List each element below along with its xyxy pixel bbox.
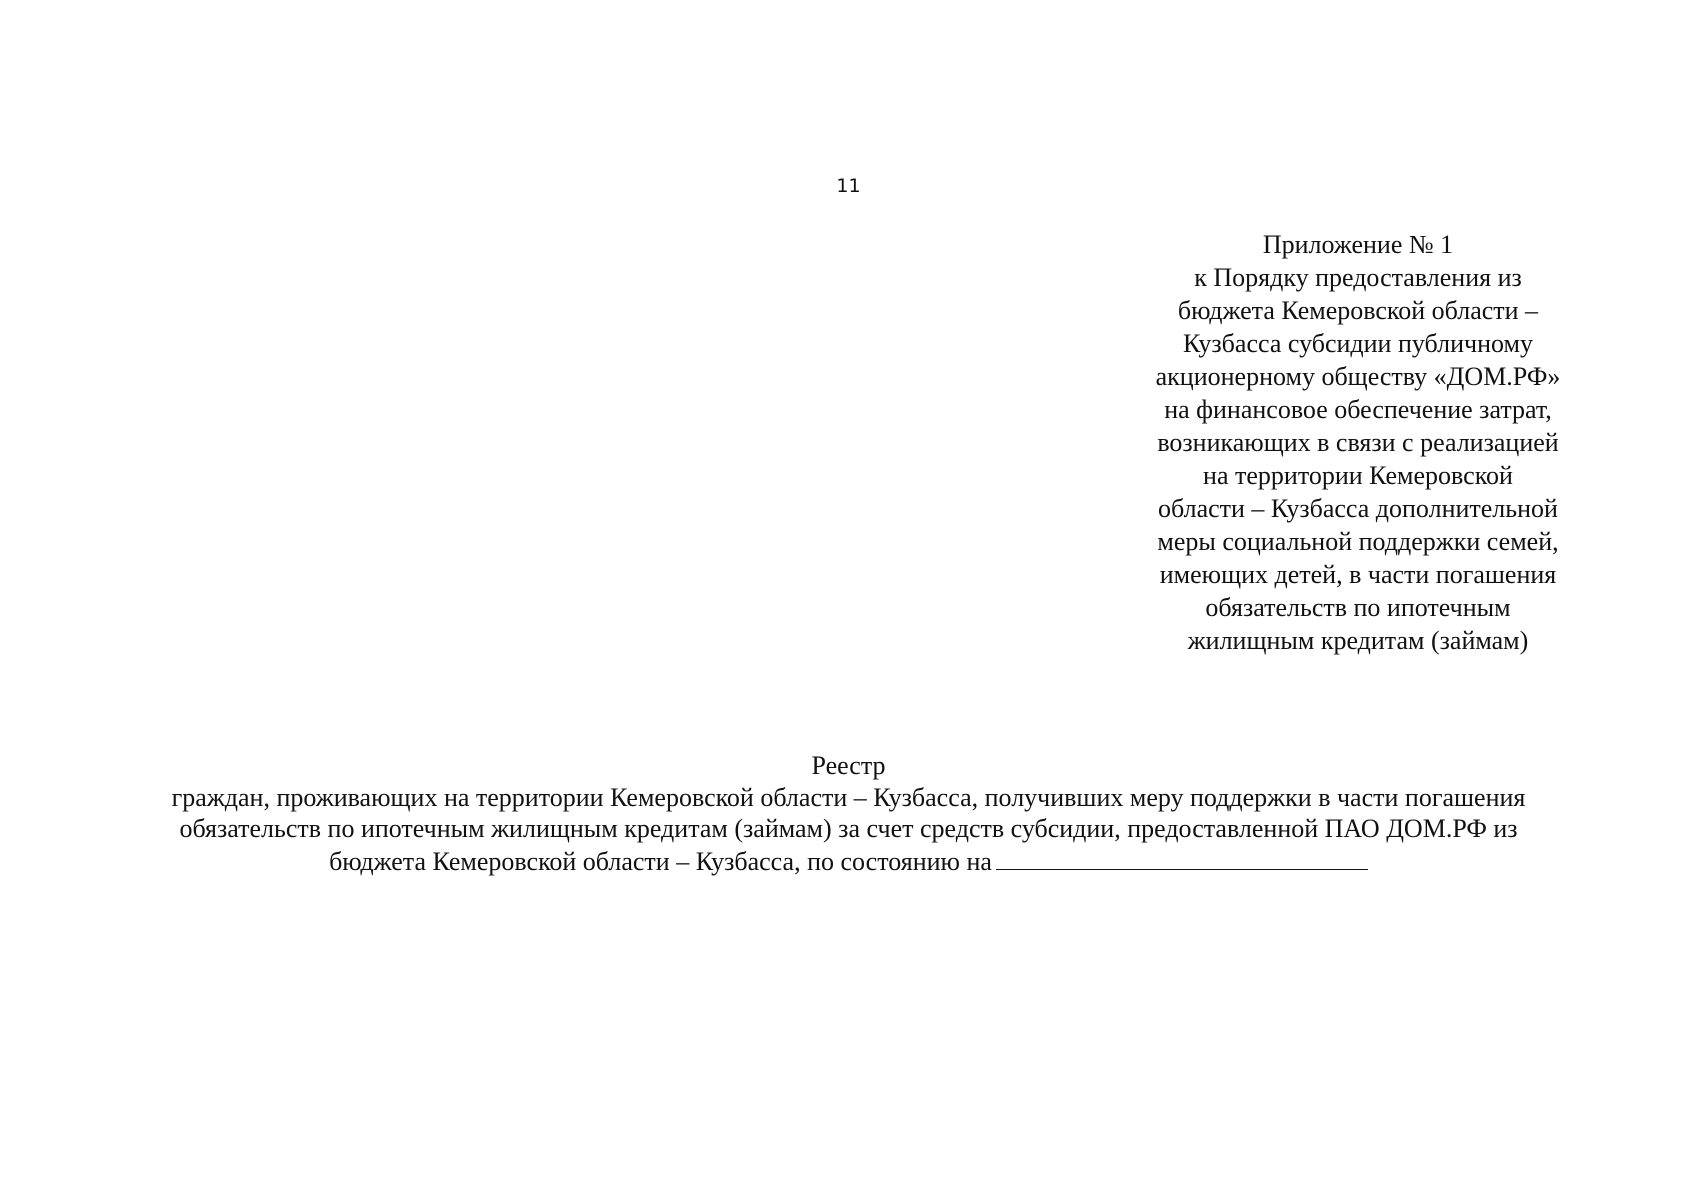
appendix-line: возникающих в связи с реализацией: [1157, 428, 1559, 457]
date-blank-field[interactable]: [996, 845, 1368, 870]
registry-heading: [0, 750, 1697, 877]
registry-title: Реестр: [811, 751, 886, 780]
page-number: 11: [836, 175, 861, 197]
appendix-line: Приложение № 1: [1262, 230, 1454, 259]
registry-line-with-date: [0, 845, 1697, 878]
appendix-line: меры социальной поддержки семей,: [1157, 527, 1559, 556]
appendix-line: жилищным кредитам (займам): [1187, 626, 1529, 655]
appendix-line: области – Кузбасса дополнительной: [1158, 494, 1558, 523]
appendix-line: имеющих детей, в части погашения: [1159, 560, 1557, 589]
registry-line: обязательств по ипотечным жилищным кредитам (займам) за счет средств субсидии, предоставленной ПАО ДОМ.РФ из: [179, 814, 1518, 843]
appendix-line: на финансовое обеспечение затрат,: [1164, 395, 1552, 424]
appendix-line: к Порядку предоставления из: [1194, 263, 1522, 292]
registry-line: граждан, проживающих на территории Кемеровской области – Кузбасса, получивших меру поддержки в части погашения: [171, 782, 1526, 812]
appendix-line: на территории Кемеровской: [1203, 461, 1513, 490]
appendix-line: обязательств по ипотечным: [1205, 593, 1511, 622]
appendix-line: Кузбасса субсидии публичному: [1183, 329, 1533, 358]
appendix-line: бюджета Кемеровской области –: [1177, 296, 1539, 325]
appendix-header: [1108, 228, 1608, 657]
appendix-line: акционерному обществу «ДОМ.РФ»: [1155, 362, 1561, 391]
registry-line: бюджета Кемеровской области – Кузбасса, по состоянию на: [329, 846, 992, 876]
